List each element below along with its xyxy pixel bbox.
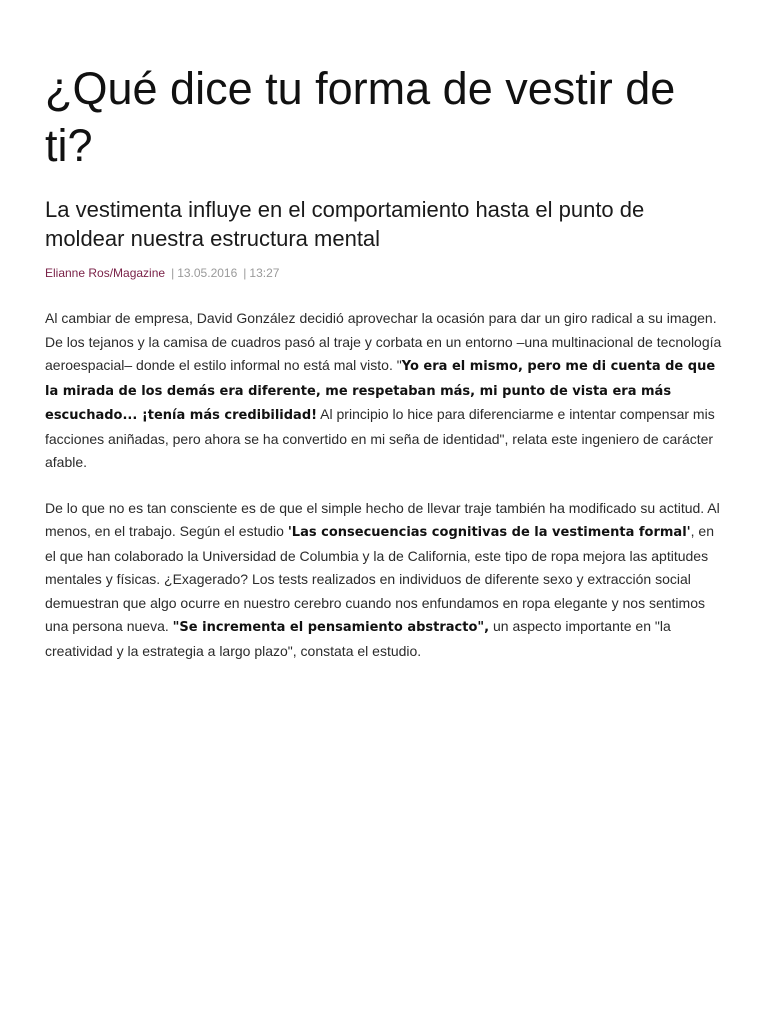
article-title: ¿Qué dice tu forma de vestir de ti?	[45, 63, 676, 171]
paragraph-text: Al principio lo hice para diferenciarme e intentar compensar mis facciones aniñadas, pero ahora se ha convertido en mi seña de identidad", relata este ingeniero de carácter afable.	[45, 406, 715, 470]
body-paragraph	[45, 497, 722, 664]
bold-study-title: 'Las consecuencias cognitivas de la vestimenta formal'	[287, 525, 691, 540]
bold-quote: Yo era el mismo, pero me di cuenta de que la mirada de los demás era diferente, me respetaban más, mi punto de vista era más escuchado... ¡tenía más credibilidad!	[45, 359, 716, 423]
article-subtitle: La vestimenta influye en el comportamiento hasta el punto de moldear nuestra estructura mental	[45, 197, 645, 251]
author-link[interactable]: Elianne Ros/Magazine	[45, 266, 166, 280]
article-meta	[45, 265, 722, 281]
paragraph-text: un aspecto importante en "la creatividad y la estrategia a largo plazo", constata el estudio.	[45, 618, 671, 659]
body-paragraph	[45, 307, 722, 475]
publish-time: 13:27	[249, 266, 280, 280]
paragraph-text: , en el que han colaborado la Universidad de Columbia y la de California, este tipo de ropa mejora las aptitudes mentales y físicas. ¿Exagerado? Los tests realizados en individuos de diferente sexo y extracción social demuestran que algo ocurre en nuestro cerebro cuando nos enfundamos en ropa elegante y nos sentimos una persona nueva.	[45, 523, 714, 634]
meta-separator: |	[243, 266, 247, 280]
publish-date: 13.05.2016	[177, 266, 238, 280]
bold-highlight: "Se incrementa el pensamiento abstracto",	[172, 620, 490, 635]
paragraph-text: De lo que no es tan consciente es de que el simple hecho de llevar traje también ha modificado su actitud. Al menos, en el trabajo. Según el estudio	[45, 499, 720, 539]
paragraph-text: Al cambiar de empresa, David González decidió aprovechar la ocasión para dar un giro radical a su imagen. De los tejanos y la camisa de cuadros pasó al traje y corbata en un entorno –una multinacional de tecnología aeroespacial– donde el estilo informal no está mal visto. "	[45, 310, 722, 373]
meta-separator: |	[171, 266, 175, 280]
